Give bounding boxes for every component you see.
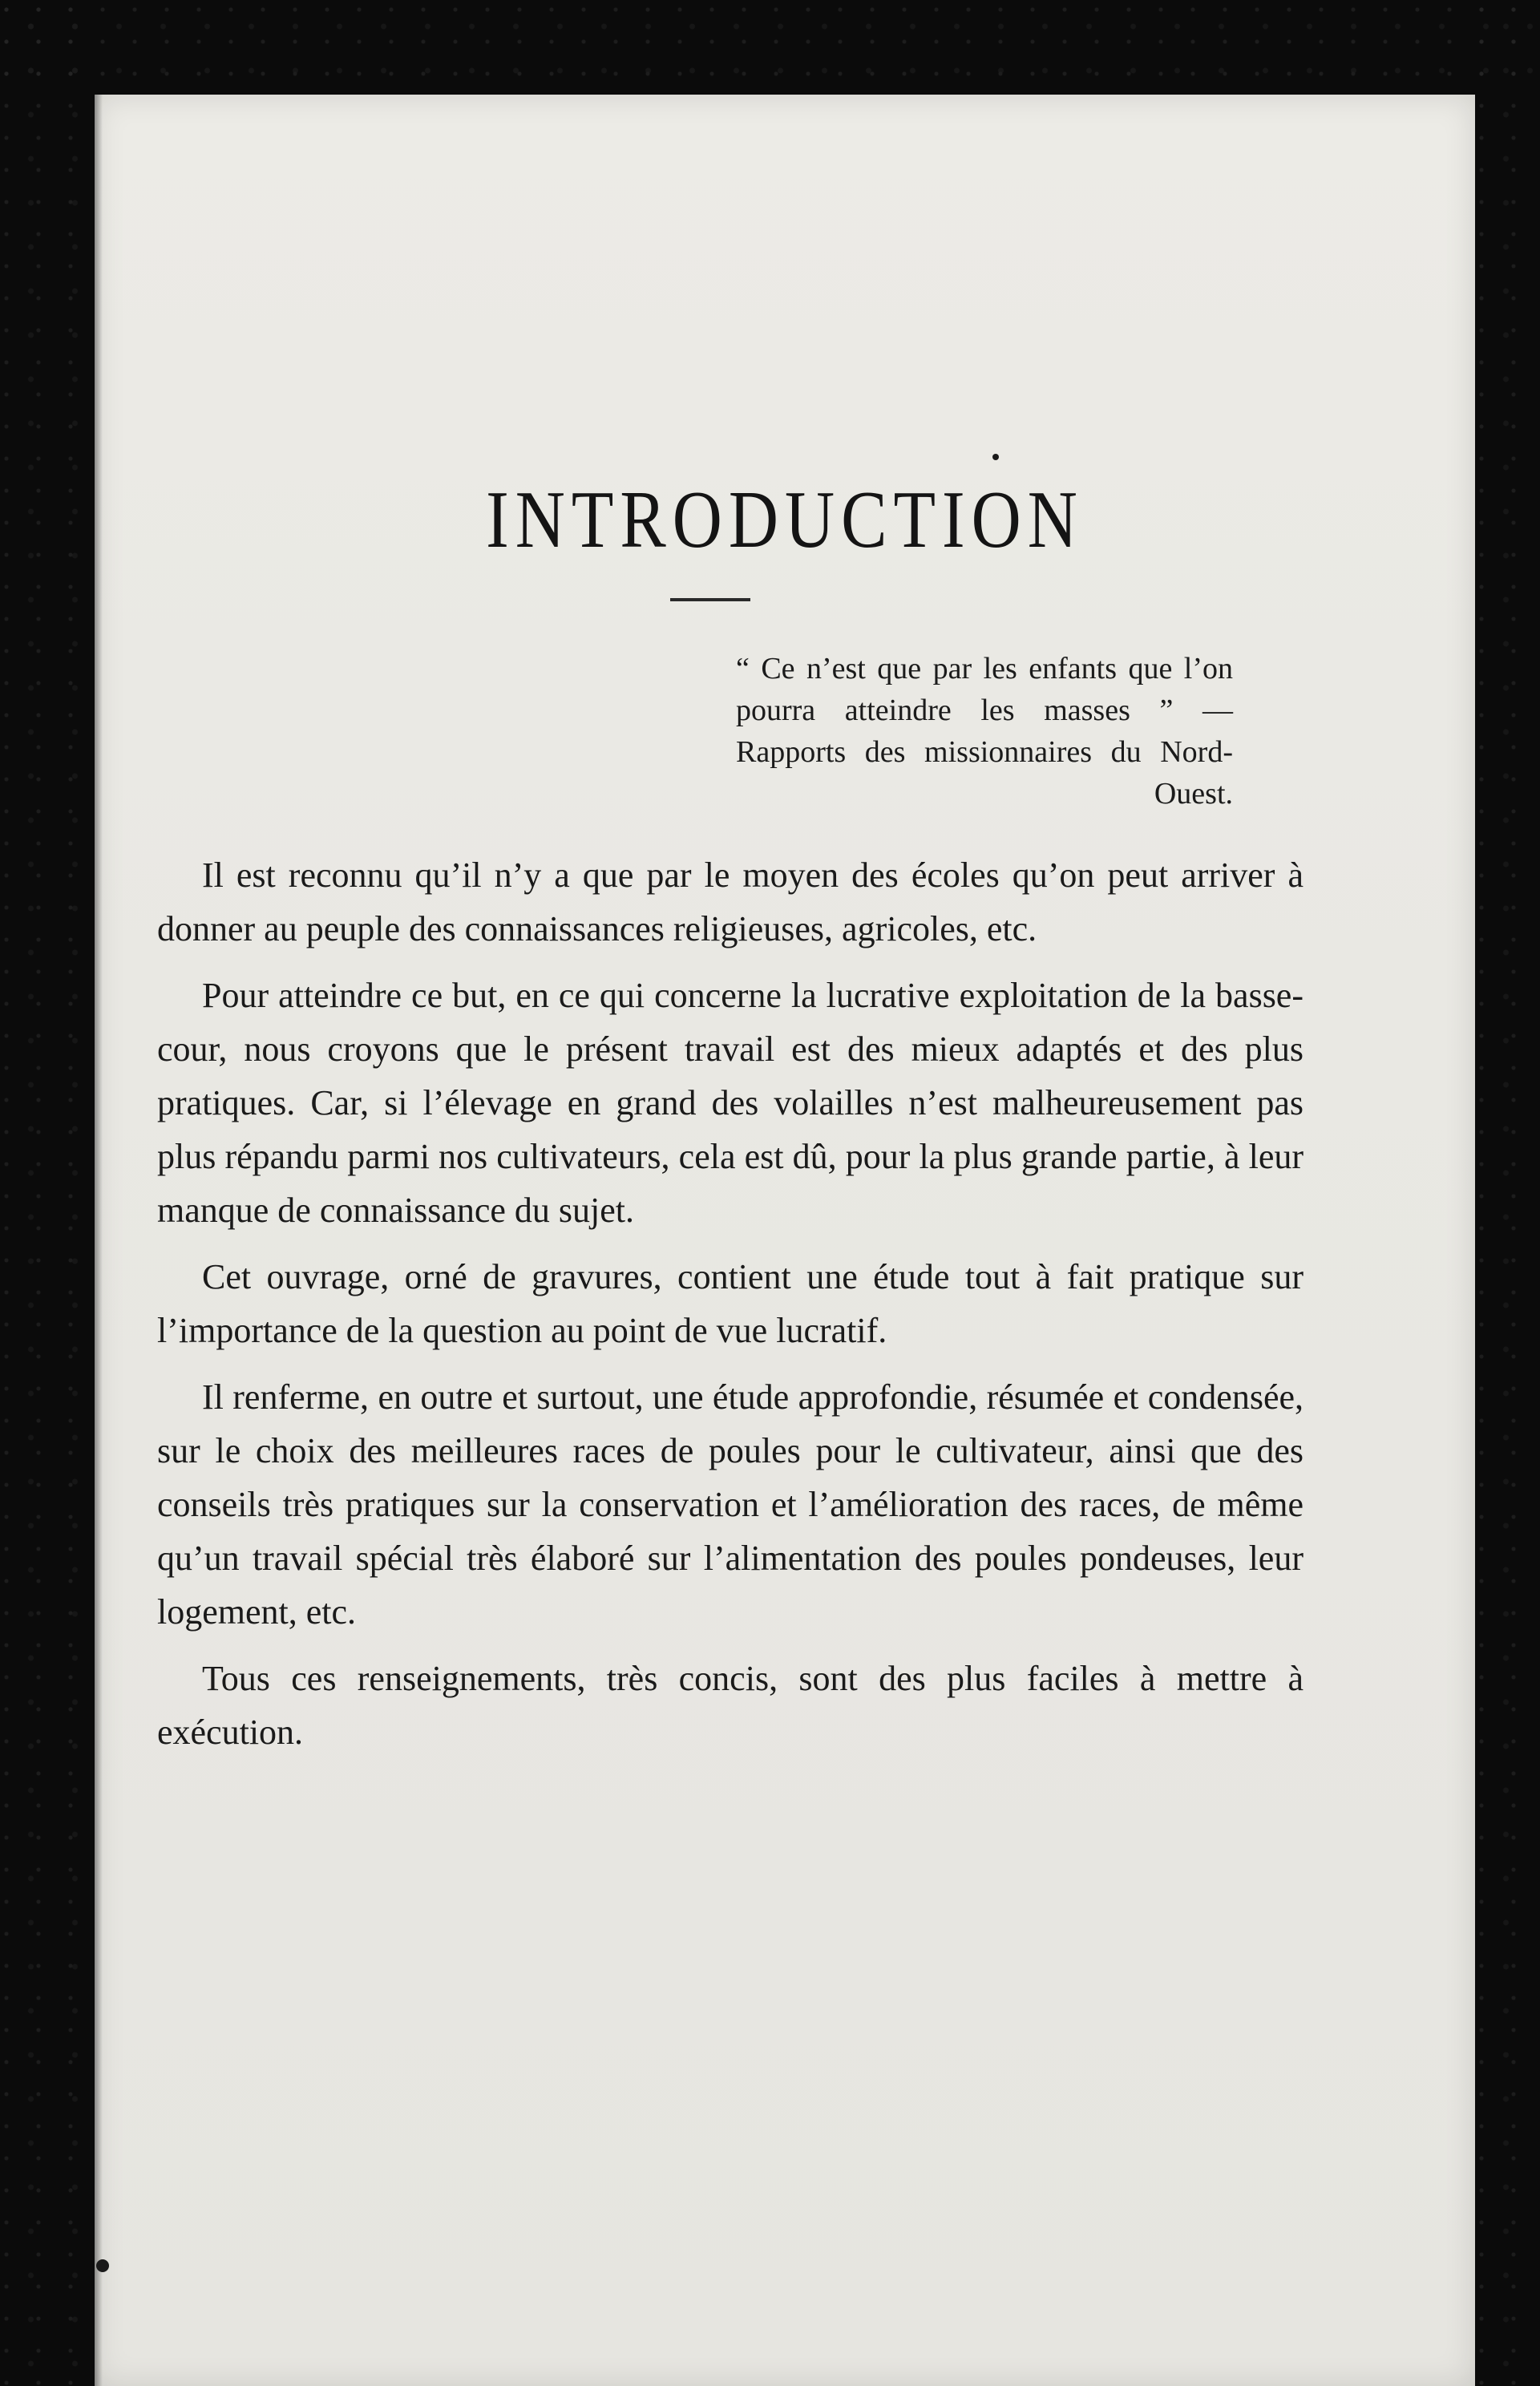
scan-border-noise <box>0 0 1540 95</box>
ink-speck <box>96 2259 109 2272</box>
paragraph: Il renferme, en outre et surtout, une étude approfondie, résumée et condensée, sur le choix des meilleures races de poules pour le cultivateur, ainsi que des conseils très pratiques sur la conservation et l’amélioration des races, de même qu’un travail spécial très élaboré sur l’alimentation des poules pondeuses, leur logement, etc. <box>157 1377 1304 1632</box>
scan-border-noise <box>1475 0 1540 2386</box>
page-gutter-shadow <box>95 95 103 2386</box>
title-divider <box>670 598 750 601</box>
body-text <box>157 848 1304 1772</box>
paragraph: Tous ces renseignements, très concis, sont des plus faciles à mettre à exécution. <box>157 1659 1304 1752</box>
paragraph: Pour atteindre ce but, en ce qui concerne la lucrative exploitation de la basse-cour, nous croyons que le présent travail est des mieux adaptés et des plus pratiques. Car, si l’élevage en grand des volailles n’est malheureusement pas plus répandu parmi nos cultivateurs, cela est dû, pour la plus grande partie, à leur manque de connaissance du sujet. <box>157 976 1304 1230</box>
ink-speck <box>992 454 999 460</box>
chapter-title: INTRODUCTION <box>486 474 1084 565</box>
paragraph: Cet ouvrage, orné de gravures, contient une étude tout à fait pratique sur l’importance de la question au point de vue lucratif. <box>157 1257 1304 1350</box>
book-page <box>95 95 1475 2386</box>
scan-border-noise <box>0 0 95 2386</box>
paragraph: Il est reconnu qu’il n’y a que par le moyen des écoles qu’on peut arriver à donner au peuple des connaissances religieuses, agricoles, etc. <box>157 855 1304 948</box>
epigraph-quote: “ Ce n’est que par les enfants que l’on pourra atteindre les masses ” — Rapports des missionnaires du Nord-Ouest. <box>736 652 1233 811</box>
